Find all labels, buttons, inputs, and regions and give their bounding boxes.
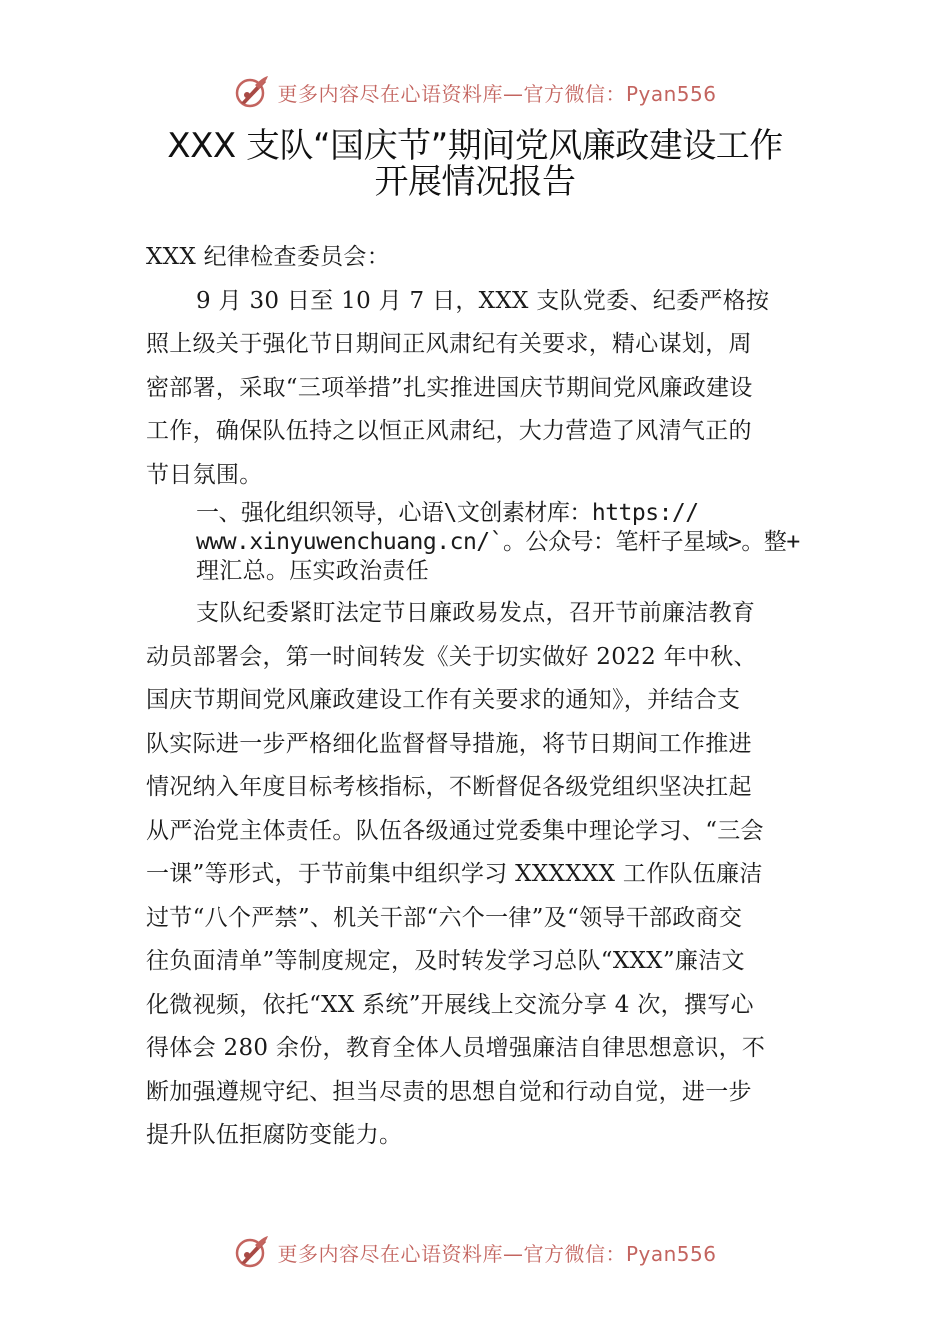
watermark-banner-bottom bbox=[0, 1230, 950, 1274]
document-title bbox=[100, 128, 850, 200]
paragraph-line: 提升队伍拒腐防变能力。 bbox=[146, 1122, 403, 1148]
paragraph-line: 队实际进一步严格细化监督督导措施，将节日期间工作推进 bbox=[146, 730, 752, 757]
paragraph-line: 从严治党主体责任。队伍各级通过党委集中理论学习、“三会 bbox=[146, 817, 764, 844]
paragraph-line: 动员部署会，第一时间转发《关于切实做好 2022 年中秋、 bbox=[146, 643, 757, 670]
section-heading-1 bbox=[146, 499, 811, 586]
title-line-1: XXX 支队“国庆节”期间党风廉政建设工作 bbox=[167, 126, 783, 166]
paragraph-line: 化微视频，依托“XX 系统”开展线上交流分享 4 次，撰写心 bbox=[146, 991, 754, 1018]
paragraph-line: 工作，确保队伍持之以恒正风肃纪，大力营造了风清气正的 bbox=[146, 418, 752, 444]
paragraph-line: 照上级关于强化节日期间正风肃纪有关要求，精心谋划，周 bbox=[146, 331, 752, 357]
paragraph-line: 得体会 280 余份，教育全体人员增强廉洁自律思想意识，不 bbox=[146, 1035, 766, 1061]
watermark-text: 更多内容尽在心语资料库—官方微信：Pyan556 bbox=[277, 81, 717, 106]
paragraph-line: 断加强遵规守纪、担当尽责的思想自觉和行动自觉，进一步 bbox=[146, 1078, 752, 1105]
paragraph-line: 过节“八个严禁”、机关干部“六个一律”及“领导干部政商交 bbox=[146, 904, 743, 931]
paragraph-2 bbox=[146, 592, 811, 1158]
paragraph-line: 国庆节期间党风廉政建设工作有关要求的通知》，并结合支 bbox=[146, 687, 741, 713]
watermark-text: 更多内容尽在心语资料库—官方微信：Pyan556 bbox=[277, 1241, 717, 1266]
salutation: XXX 纪律检查委员会： bbox=[146, 244, 391, 270]
paragraph-line: 情况纳入年度目标考核指标，不断督促各级党组织坚决扛起 bbox=[146, 774, 752, 800]
watermark-banner-top bbox=[0, 70, 950, 114]
title-line-2: 开展情况报告 bbox=[374, 162, 576, 202]
paragraph-line: 一课”等形式，于节前集中组织学习 XXXXXX 工作队伍廉洁 bbox=[146, 861, 763, 887]
paragraph-line: 9 月 30 日至 10 月 7 日，XXX 支队党委、纪委严格按 bbox=[196, 287, 770, 314]
heading-line: www.xinyuwenchuang.cn/`。公众号：笔杆子星域>。整+ bbox=[196, 529, 800, 555]
heading-line: 一、强化组织领导，心语\文创素材库：https:// bbox=[196, 500, 699, 526]
paragraph-line: 支队纪委紧盯法定节日廉政易发点，召开节前廉洁教育 bbox=[196, 600, 756, 626]
paragraph-line: 节日氛围。 bbox=[146, 461, 263, 488]
paragraph-line: 往负面清单”等制度规定，及时转发学习总队“XXX”廉洁文 bbox=[146, 948, 745, 974]
paragraph-line: 密部署，采取“三项举措”扎实推进国庆节期间党风廉政建设 bbox=[146, 374, 753, 401]
paragraph-1 bbox=[146, 280, 811, 498]
quill-pen-logo-icon bbox=[233, 1233, 271, 1271]
document-body bbox=[146, 236, 811, 1158]
heading-line: 理汇总。压实政治责任 bbox=[196, 558, 429, 584]
quill-pen-logo-icon bbox=[233, 73, 271, 111]
